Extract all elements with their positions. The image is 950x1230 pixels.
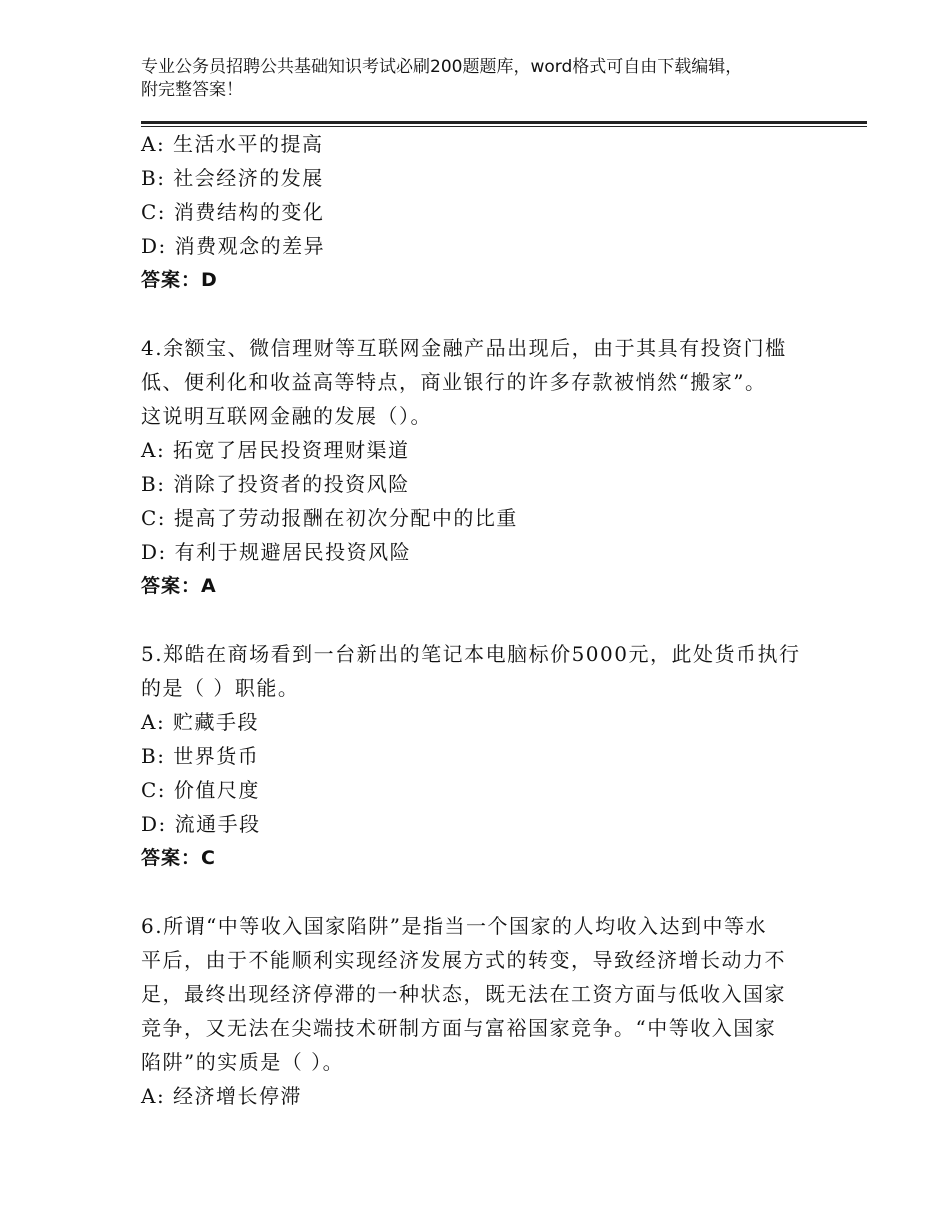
spacer [141, 875, 821, 909]
option-a: A: 贮藏手段 [141, 710, 260, 734]
option-a: A: 拓宽了居民投资理财渠道 [141, 438, 410, 462]
option-a: A: 经济增长停滞 [141, 1084, 303, 1108]
answer-label: 答案：C [141, 847, 216, 869]
question-text-line: 的是（ ）职能。 [141, 676, 300, 700]
question-content [141, 127, 821, 1113]
answer-label: 答案：A [141, 575, 217, 597]
question-text-line: 低、便利化和收益高等特点，商业银行的许多存款被悄然“搬家”。 [141, 370, 767, 394]
question-5 [141, 637, 821, 875]
option-a: A: 生活水平的提高 [141, 132, 324, 156]
question-text-line: 4.余额宝、微信理财等互联网金融产品出现后，由于其具有投资门槛 [141, 336, 787, 360]
option-d: D: 流通手段 [141, 812, 261, 836]
question-text-line: 足，最终出现经济停滞的一种状态，既无法在工资方面与低收入国家 [141, 982, 786, 1006]
question-text-line: 6.所谓“中等收入国家陷阱”是指当一个国家的人均收入达到中等水 [141, 914, 768, 938]
option-c: C: 提高了劳动报酬在初次分配中的比重 [141, 506, 518, 530]
question-4 [141, 331, 821, 603]
option-c: C: 消费结构的变化 [141, 200, 325, 224]
question-text-line: 5.郑皓在商场看到一台新出的笔记本电脑标价5000元，此处货币执行 [141, 642, 801, 666]
option-b: B: 社会经济的发展 [141, 166, 324, 190]
header-rule-thick [141, 121, 867, 124]
spacer [141, 603, 821, 637]
option-d: D: 消费观念的差异 [141, 234, 326, 258]
answer-label: 答案：D [141, 269, 218, 291]
spacer [141, 297, 821, 331]
question-3 [141, 127, 821, 297]
option-d: D: 有利于规避居民投资风险 [141, 540, 412, 564]
header-line-2: 附完整答案！ [141, 80, 243, 100]
option-b: B: 世界货币 [141, 744, 260, 768]
option-b: B: 消除了投资者的投资风险 [141, 472, 410, 496]
question-text-line: 竞争，又无法在尖端技术研制方面与富裕国家竞争。“中等收入国家 [141, 1016, 777, 1040]
question-text-line: 这说明互联网金融的发展（）。 [141, 404, 432, 428]
header-line-1: 专业公务员招聘公共基础知识考试必刷200题题库，word格式可自由下载编辑， [141, 57, 743, 77]
question-text-line: 平后，由于不能顺利实现经济发展方式的转变，导致经济增长动力不 [141, 948, 786, 972]
page-header [141, 56, 821, 102]
question-text-line: 陷阱”的实质是（ ）。 [141, 1050, 345, 1074]
question-6 [141, 909, 821, 1113]
option-c: C: 价值尺度 [141, 778, 260, 802]
